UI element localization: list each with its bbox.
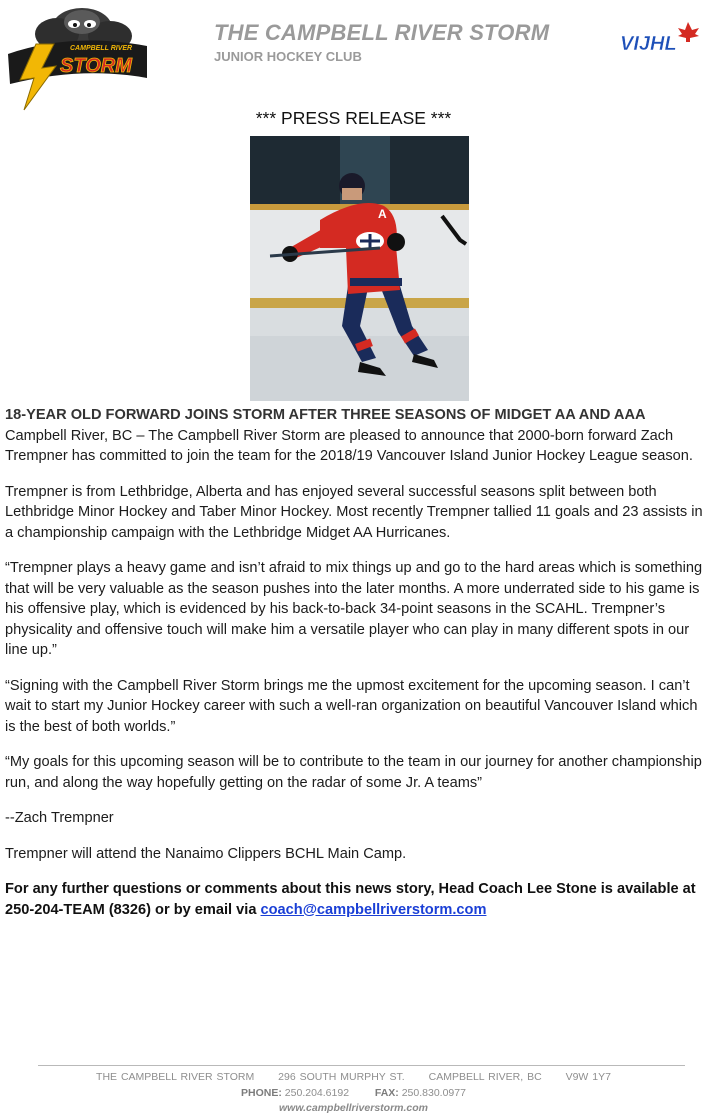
footer-org: THE CAMPBELL RIVER STORM <box>96 1071 255 1083</box>
footer-city: CAMPBELL RIVER, BC <box>428 1071 542 1083</box>
footer-street: 296 SOUTH MURPHY ST. <box>278 1071 405 1083</box>
footer-phone: 250.204.6192 <box>284 1087 350 1099</box>
contact-email-link[interactable]: coach@campbellriverstorm.com <box>260 901 487 918</box>
club-title: THE CAMPBELL RIVER STORM <box>214 20 550 45</box>
article-paragraph-goals-quote: “My goals for this upcoming season will be to contribute to the team in our journey for another championship run, and along the way hopefully getting on the radar of some Jr. A teams” <box>5 754 702 791</box>
footer-website[interactable]: www.campbellriverstorm.com <box>279 1102 428 1114</box>
vijhl-logo <box>618 20 700 54</box>
article-paragraph-background: Trempner is from Lethbridge, Alberta and has enjoyed several successful seasons split between both Lethbridge Minor Hockey and Taber Minor Hockey. Most recently Trempner tallied 11 goals and 23 assists in a championship campaign with the Lethbridge Midget AA Hurricanes. <box>5 483 703 541</box>
quote-attribution: --Zach Trempner <box>5 810 114 826</box>
article-headline: 18-YEAR OLD FORWARD JOINS STORM AFTER THREE SEASONS OF MIDGET AA AND AAA <box>5 407 646 423</box>
footer-fax-label: FAX: <box>374 1087 399 1099</box>
footer-phone-label: PHONE: <box>241 1087 282 1099</box>
contact-paragraph <box>5 879 705 920</box>
article-paragraph-intro: Campbell River, BC – The Campbell River Storm are pleased to announce that 2000-born forward Zach Trempner has committed to join the team for the 2018/19 Vancouver Island Junior Hockey League season. <box>5 427 693 464</box>
footer-address <box>0 1071 707 1083</box>
press-release-body <box>5 405 705 935</box>
footer-fax: 250.830.0977 <box>401 1087 466 1099</box>
svg-text:CAMPBELL RIVER: CAMPBELL RIVER <box>70 45 133 52</box>
storm-logo <box>2 2 152 112</box>
footer-postal: V9W 1Y7 <box>565 1071 611 1083</box>
player-photo <box>250 136 469 401</box>
article-paragraph-coach-quote: “Trempner plays a heavy game and isn’t afraid to mix things up and go to the hard areas which is something that will be very valuable as the season pushes into the later months. A more underrated side to his game is his offensive play, which is evidenced by his back-to-back 34-point seasons in the SCAHL. Trempner’s physicality and offensive touch will make him a versatile player who can play in many different spots in our line up.” <box>5 560 703 658</box>
press-release-label: *** PRESS RELEASE *** <box>255 108 452 128</box>
article-paragraph-camp: Trempner will attend the Nanaimo Clippers BCHL Main Camp. <box>5 845 407 862</box>
svg-text:VIJHL: VIJHL <box>620 33 677 54</box>
club-subtitle: JUNIOR HOCKEY CLUB <box>214 49 362 64</box>
svg-text:A: A <box>378 207 387 221</box>
footer-divider <box>38 1065 685 1066</box>
contact-text: For any further questions or comments about this news story, Head Coach Lee Stone is available at 250-204-TEAM (8326) or by email via <box>5 881 696 918</box>
svg-text:STORM: STORM <box>60 55 132 77</box>
article-paragraph-player-quote: “Signing with the Campbell River Storm brings me the upmost excitement for the upcoming season. I can’t wait to start my Junior Hockey career with such a well-ran organization on beautiful Vancouver Island which is the best of both worlds.” <box>5 677 698 735</box>
footer-contact <box>0 1087 707 1099</box>
